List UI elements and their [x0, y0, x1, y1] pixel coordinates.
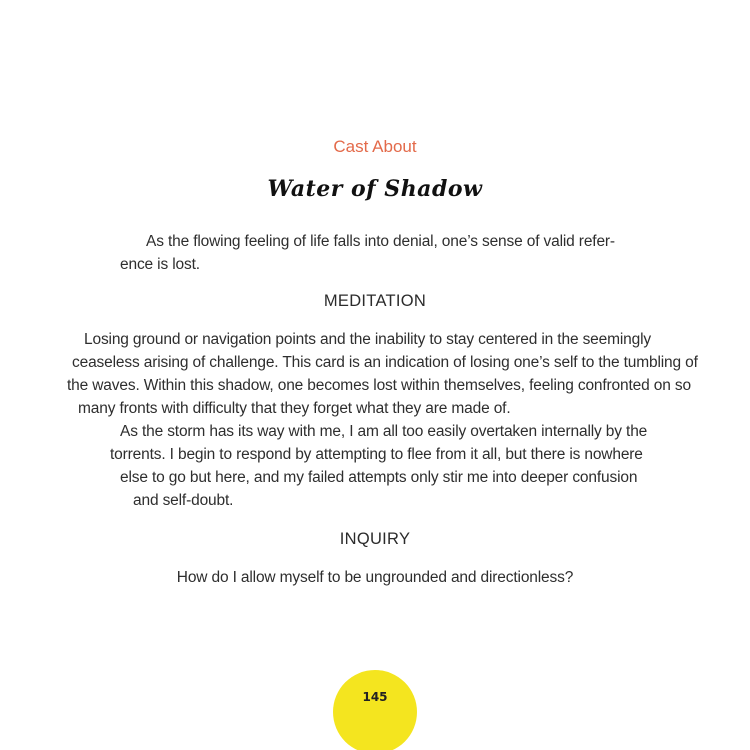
- inquiry-heading: INQUIRY: [339, 530, 411, 548]
- page-number: 145: [362, 690, 388, 704]
- inquiry-question: How do I allow myself to be ungrounded and directionless?: [176, 569, 574, 586]
- page-number-badge: [333, 670, 417, 750]
- meditation-line: Losing ground or navigation points and the inability to stay centered in the seemingly: [84, 331, 651, 348]
- intro-line: As the flowing feeling of life falls into denial, one’s sense of valid refer-: [146, 233, 615, 250]
- page-title: Water of Shadow: [267, 176, 483, 202]
- meditation-line: the waves. Within this shadow, one becomes lost within themselves, feeling confronted on so: [67, 377, 691, 394]
- meditation-heading: MEDITATION: [323, 292, 427, 310]
- section-label: Cast About: [333, 137, 417, 156]
- intro-line: ence is lost.: [120, 256, 200, 273]
- reflection-line: As the storm has its way with me, I am all too easily overtaken internally by the: [120, 423, 648, 440]
- meditation-line: many fronts with difficulty that they forget what they are made of.: [78, 400, 511, 417]
- reflection-line: else to go but here, and my failed attempts only stir me into deeper confusion: [120, 469, 638, 486]
- reflection-line: torrents. I begin to respond by attempting to flee from it all, but there is nowhere: [110, 446, 643, 463]
- reflection-line: and self-doubt.: [133, 492, 234, 509]
- meditation-line: ceaseless arising of challenge. This card is an indication of losing one’s self to the tumbling of: [72, 354, 698, 371]
